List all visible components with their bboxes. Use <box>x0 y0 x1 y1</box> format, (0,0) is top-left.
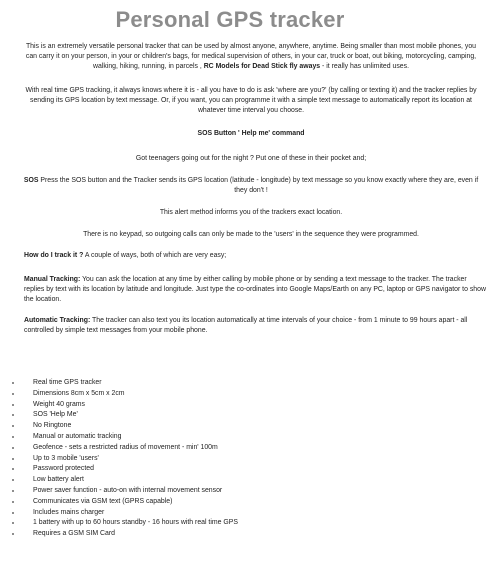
feature-text: Manual or automatic tracking <box>33 432 122 440</box>
bullet-icon <box>12 479 14 481</box>
teenagers-paragraph: Got teenagers going out for the night ? Put one of these in their pocket and; <box>135 155 367 162</box>
sos-paragraph <box>22 176 480 196</box>
feature-text: SOS 'Help Me' <box>33 411 78 419</box>
bullet-icon <box>12 447 14 449</box>
feature-item <box>8 400 308 411</box>
bullet-icon <box>12 382 14 384</box>
intro-tail-text: - it really has unlimited uses. <box>322 63 409 70</box>
how-track-label: How do I track it ? <box>24 252 84 259</box>
how-track-paragraph <box>24 251 482 261</box>
manual-tracking-label: Manual Tracking: <box>24 276 81 283</box>
manual-tracking-text: You can ask the location at any time by either calling by mobile phone or by sending a text message to the tracker. The tracker replies by text with its location by latitude and longitude. Just type the co-ordinates into Google Maps/Earth on any PC, laptop or GPS navigator to show the location. <box>24 276 486 303</box>
bullet-icon <box>12 522 14 524</box>
bullet-icon <box>12 512 14 514</box>
feature-text: Real time GPS tracker <box>33 379 102 386</box>
bullet-icon <box>12 458 14 460</box>
feature-item <box>8 464 308 475</box>
page-title: Personal GPS tracker <box>115 7 345 32</box>
feature-text: Requires a GSM SIM Card <box>33 530 115 538</box>
feature-item <box>8 529 308 540</box>
sos-heading: SOS Button ' Help me' command <box>197 130 305 137</box>
feature-text: Dimensions 8cm x 5cm x 2cm <box>33 389 125 397</box>
feature-text: Power saver function - auto-on with internal movement sensor <box>33 486 223 494</box>
realtime-paragraph: With real time GPS tracking, it always knows where it is - all you have to do is ask 'where are you?' (by calling or texting it) and the tracker replies by sending its GPS location by text message. Or, if you want, you can programme it with a simple text message to automatically report its location at whatever time interval you choose. <box>25 87 477 114</box>
no-keypad-paragraph: There is no keypad, so outgoing calls can only be made to the 'users' in the sequence they were programmed. <box>83 231 419 238</box>
feature-item <box>8 389 308 400</box>
bullet-icon <box>12 501 14 503</box>
feature-text: Weight 40 grams <box>33 400 85 408</box>
feature-item <box>8 454 308 465</box>
feature-text: Communicates via GSM text (GPRS capable) <box>33 497 173 505</box>
bullet-icon <box>12 468 14 470</box>
feature-item <box>8 475 308 486</box>
sos-label: SOS <box>23 177 39 184</box>
feature-text: Geofence - sets a restricted radius of movement - min' 100m <box>33 443 218 451</box>
features-list <box>8 378 308 540</box>
bullet-icon <box>12 436 14 438</box>
bullet-icon <box>12 404 14 406</box>
feature-text: Includes mains charger <box>33 508 105 516</box>
feature-text: No Ringtone <box>33 422 72 430</box>
automatic-tracking-paragraph <box>24 316 486 336</box>
alert-method-paragraph: This alert method informs you of the trackers exact location. <box>159 209 343 216</box>
automatic-tracking-text: The tracker can also text you its location automatically at time intervals of your choice - from 1 minute to 99 hours apart - all controlled by simple text messages from your mobile phone. <box>24 317 468 334</box>
manual-tracking-paragraph <box>24 275 486 305</box>
intro-text: This is an extremely versatile personal tracker that can be used by almost anyone, anywhere, anytime. Being smaller than most mobile phones, you can carry it on your person, in your or children's bags, for medical supervision of others, in your car, truck or boat, out biking, motorcycling, camping, walking, hiking, running, in parcels , <box>25 43 477 70</box>
feature-item <box>8 443 308 454</box>
feature-item <box>8 410 308 421</box>
bullet-icon <box>12 533 14 535</box>
feature-item <box>8 518 308 529</box>
bullet-icon <box>12 414 14 416</box>
bullet-icon <box>12 425 14 427</box>
feature-item <box>8 486 308 497</box>
feature-item <box>8 378 308 389</box>
feature-item <box>8 421 308 432</box>
automatic-tracking-label: Automatic Tracking: <box>24 317 91 324</box>
intro-paragraph <box>22 42 480 72</box>
bullet-icon <box>12 393 14 395</box>
feature-text: Password protected <box>33 465 94 473</box>
bullet-icon <box>12 490 14 492</box>
how-track-text: A couple of ways, both of which are very easy; <box>84 252 227 259</box>
intro-bold-text: RC Models for Dead Stick fly aways <box>203 63 321 70</box>
feature-item <box>8 432 308 443</box>
feature-item <box>8 508 308 519</box>
feature-text: 1 battery with up to 60 hours standby - 16 hours with real time GPS <box>33 519 238 527</box>
feature-text: Up to 3 mobile 'users' <box>33 454 99 462</box>
feature-item <box>8 497 308 508</box>
feature-text: Low battery alert <box>33 476 84 484</box>
sos-text: Press the SOS button and the Tracker sends its GPS location (latitude - longitude) by text message so you know exactly where they are, even if they don't ! <box>40 177 479 194</box>
